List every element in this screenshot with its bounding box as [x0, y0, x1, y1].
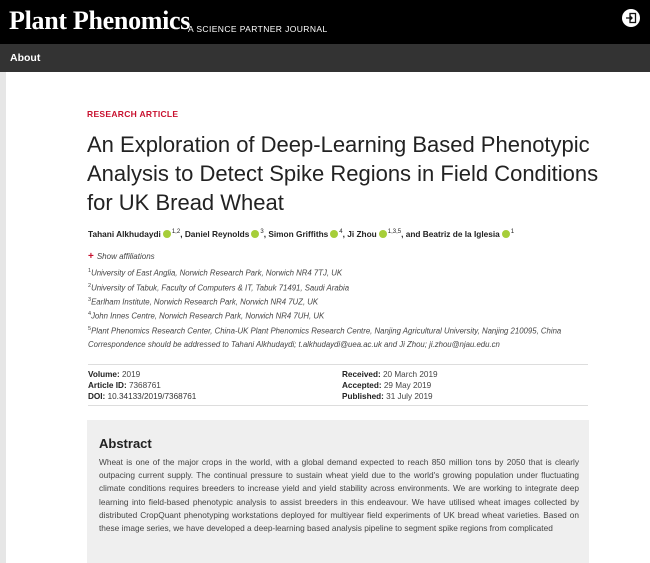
volume	[88, 370, 140, 379]
affiliation-text: University of East Anglia, Norwich Research Park, Norwich NR4 7TJ, UK	[91, 268, 343, 278]
published-label: Published:	[342, 392, 384, 401]
published-value: 31 July 2019	[386, 392, 433, 401]
login-button[interactable]	[622, 9, 640, 27]
affiliation-number: 5	[88, 326, 92, 332]
journal-logo[interactable]: Plant Phenomics	[9, 6, 191, 35]
received-date	[342, 370, 438, 379]
abstract-heading: Abstract	[99, 436, 152, 451]
show-affiliations-label: Show affiliations	[96, 252, 155, 261]
received-value: 20 March 2019	[382, 370, 438, 379]
page-edge	[0, 72, 6, 563]
affiliation-text: University of Tabuk, Faculty of Computers & IT, Tabuk 71491, Saudi Arabia	[91, 283, 350, 293]
author-affil-ref: 1,3,5	[387, 229, 402, 236]
affiliation-number: 1	[88, 268, 92, 274]
top-bar	[0, 0, 650, 44]
plus-icon: +	[88, 251, 94, 262]
login-icon	[625, 12, 637, 24]
author-list	[88, 229, 514, 239]
volume-label: Volume:	[88, 370, 120, 379]
accepted-value: 29 May 2019	[383, 381, 432, 390]
abstract-section	[87, 420, 589, 563]
accepted-date	[342, 381, 431, 390]
published-date	[342, 392, 433, 401]
orcid-icon[interactable]	[502, 230, 510, 238]
doi-link[interactable]: 10.34133/2019/7368761	[107, 392, 197, 401]
article-title: An Exploration of Deep-Learning Based Phenotypic Analysis to Detect Spike Regions in Field Conditions for UK Bread Wheat	[87, 132, 599, 215]
orcid-icon[interactable]	[251, 230, 259, 238]
article-type: RESEARCH ARTICLE	[87, 109, 179, 119]
article-id-label: Article ID:	[88, 381, 127, 390]
author-name[interactable]: Beatriz de la Iglesia	[422, 229, 500, 239]
received-label: Received:	[342, 370, 381, 379]
author-affil-ref: 1	[510, 229, 515, 236]
nav-about[interactable]: About	[10, 52, 41, 64]
affiliation	[88, 268, 342, 278]
author-separator: ,	[263, 229, 267, 239]
author-name[interactable]: Daniel Reynolds	[184, 229, 250, 239]
author-separator: ,	[342, 229, 345, 239]
affiliation-number: 4	[88, 311, 92, 317]
affiliation	[88, 326, 561, 336]
affiliation-text: John Innes Centre, Norwich Research Park, Norwich NR4 7UH, UK	[91, 311, 325, 321]
affiliation-text: Earlham Institute, Norwich Research Park, Norwich NR4 7UZ, UK	[91, 297, 319, 307]
author-name[interactable]: Simon Griffiths	[268, 229, 329, 239]
affiliation	[88, 297, 318, 307]
abstract-text: Wheat is one of the major crops in the world, with a global demand expected to reach 850 million tons by 2050 that is clearly outpacing current supply. The continual pressure to sustain wheat yield due to the world's growing population under fluctuating climate conditions requires breeders to increase yield and yield stability across environments. We are working to integrate deep learning into field-based phenotypic analysis to assist breeders in this endeavour. We have utilised wheat images collected by distributed CropQuant phenotyping workstations deployed for multiyear field experiments of UK bread wheat varieties. Based on these image series, we have developed a deep-learning based analysis pipeline to segment spike regions from complicated	[99, 457, 579, 534]
orcid-icon[interactable]	[330, 230, 338, 238]
volume-value: 2019	[121, 370, 141, 379]
affiliation-text: Plant Phenomics Research Center, China-UK Plant Phenomics Research Centre, Nanjing Agricultural University, Nanjing 210095, China	[91, 326, 562, 336]
author-name[interactable]: Tahani Alkhudaydi	[88, 229, 161, 239]
correspondence: Correspondence should be addressed to Tahani Alkhudaydi; t.alkhudaydi@uea.ac.uk and Ji Zhou; ji.zhou@njau.edu.cn	[88, 340, 500, 349]
author-name[interactable]: Ji Zhou	[347, 229, 377, 239]
affiliation-number: 2	[88, 283, 92, 289]
author-affil-ref: 1,2	[171, 229, 181, 236]
doi-label: DOI:	[88, 392, 106, 401]
author-affil-ref: 3	[260, 229, 264, 236]
affiliation	[88, 311, 324, 321]
article-id	[88, 381, 161, 390]
publication-info	[88, 364, 588, 406]
affiliation	[88, 283, 349, 293]
doi	[88, 392, 196, 401]
affiliation-number: 3	[88, 297, 92, 303]
article-id-value: 7368761	[128, 381, 161, 390]
author-separator: , and	[401, 229, 421, 239]
secondary-nav	[0, 44, 650, 72]
accepted-label: Accepted:	[342, 381, 382, 390]
author-separator: ,	[180, 229, 183, 239]
orcid-icon[interactable]	[163, 230, 171, 238]
orcid-icon[interactable]	[379, 230, 387, 238]
show-affiliations-toggle[interactable]	[88, 251, 155, 262]
author-affil-ref: 4	[339, 229, 343, 236]
journal-tagline: A SCIENCE PARTNER JOURNAL	[188, 24, 328, 34]
